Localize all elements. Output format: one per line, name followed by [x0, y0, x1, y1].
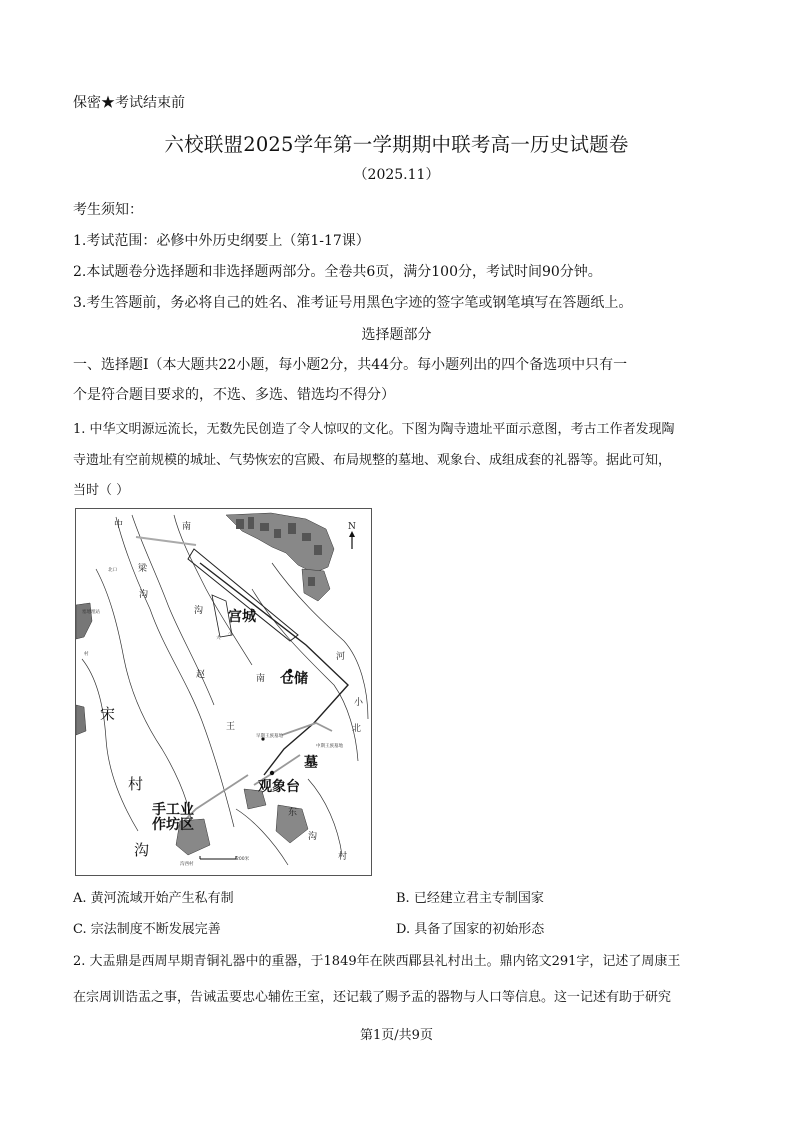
storage-label: 仓储	[280, 671, 308, 687]
place-char-cun-2: 村	[338, 852, 348, 862]
taosi-site-map	[75, 508, 372, 876]
section-title: 选择题部分	[361, 327, 432, 343]
early-tomb-label: 早期王族墓地	[256, 734, 283, 739]
notice-item-1: 1.考试范围：必修中外历史纲要上（第1-17课）	[73, 233, 370, 249]
mid-tomb-label: 中期王族墓地	[316, 744, 343, 749]
exam-title: 六校联盟2025学年第一学期期中联考高一历史试题卷	[164, 133, 629, 156]
left-village-label: 塞地埋站	[82, 610, 100, 615]
workshop-label-line-1: 手工业	[152, 802, 194, 818]
page-footer: 第1页/共9页	[360, 1028, 433, 1043]
q1-option-b[interactable]: B. 已经建立君主专制国家	[396, 891, 544, 906]
place-char-nan-2: 南	[256, 674, 266, 684]
left-village-label-2: 村	[84, 652, 89, 657]
place-char-dong: 东	[288, 808, 298, 818]
place-char-nan: 南	[182, 522, 192, 532]
q1-stem-line-1: 1. 中华文明源远流长，无数先民创造了令人惊叹的文化。下图为陶寺遗址平面示意图，考古工作者发现陶	[73, 422, 675, 437]
palace-city-label: 宫城	[228, 609, 256, 625]
tomb-label: 墓	[304, 755, 318, 771]
place-char-cun-1: 村	[128, 775, 144, 793]
scale-label: 200米	[236, 857, 250, 862]
confidential-mark: 保密★考试结束前	[73, 95, 185, 111]
section-instruction-line-1: 一、选择题Ⅰ（本大题共22小题，每小题2分，共44分。每小题列出的四个备选项中只有一	[73, 357, 628, 373]
q1-option-a[interactable]: A. 黄河流域开始产生私有制	[73, 891, 234, 906]
section-instruction-line-2: 个是符合题目要求的，不选、多选、错选均不得分）	[73, 387, 395, 403]
north-arrow-icon	[349, 531, 355, 549]
notice-item-2: 2.本试题卷分选择题和非选择题两部分。全卷共6页，满分100分，考试时间90分钟。	[73, 264, 602, 280]
place-char-da: 大	[216, 636, 221, 641]
q1-stem-line-3: 当时（ ）	[73, 483, 130, 498]
place-char-gou-2: 沟	[194, 606, 204, 616]
place-char-zhong: 中	[114, 520, 124, 530]
place-char-he: 河	[336, 652, 346, 662]
q1-option-c[interactable]: C. 宗法制度不断发展完善	[73, 922, 221, 937]
place-char-liang: 梁	[138, 564, 148, 574]
place-char-bei: 北	[352, 724, 362, 734]
place-char-xiao-2: 小	[354, 698, 364, 708]
place-char-gou-4: 沟	[308, 832, 318, 842]
north-label: N	[348, 522, 356, 532]
bottom-village-label: 沟西村	[180, 862, 194, 867]
exam-date: （2025.11）	[353, 167, 440, 183]
place-char-gou-1: 沟	[139, 590, 149, 600]
q1-option-d[interactable]: D. 具备了国家的初始形态	[396, 922, 545, 937]
q2-stem-line-1: 2. 大盂鼎是西周早期青铜礼器中的重器，于1849年在陕西郿县礼村出土。鼎内铭文291字，记述了周康王	[73, 954, 681, 969]
scale-bar	[200, 856, 236, 859]
north-village-label: 北口	[108, 568, 117, 573]
observatory-label: 观象台	[258, 779, 300, 795]
place-char-gou-3: 沟	[134, 841, 150, 859]
q1-stem-line-2: 寺遗址有空前规模的城址、气势恢宏的宫殿、布局规整的墓地、观象台、成组成套的礼器等。据此可知，	[73, 453, 672, 468]
place-char-wang: 王	[226, 722, 236, 732]
place-char-song: 宋	[100, 705, 116, 723]
place-char-xiao-1: 小	[228, 632, 233, 637]
notice-item-3: 3.考生答题前，务必将自己的姓名、准考证号用黑色字迹的签字笔或钢笔填写在答题纸上。	[73, 295, 633, 311]
q2-stem-line-2: 在宗周训诰盂之事，告诫盂要忠心辅佐王室，还记载了赐予盂的器物与人口等信息。这一记述有助于研究	[73, 990, 672, 1005]
workshop-label-line-2: 作坊区	[152, 817, 194, 833]
place-char-zhao: 赵	[196, 670, 206, 680]
notice-heading: 考生须知：	[73, 202, 143, 218]
